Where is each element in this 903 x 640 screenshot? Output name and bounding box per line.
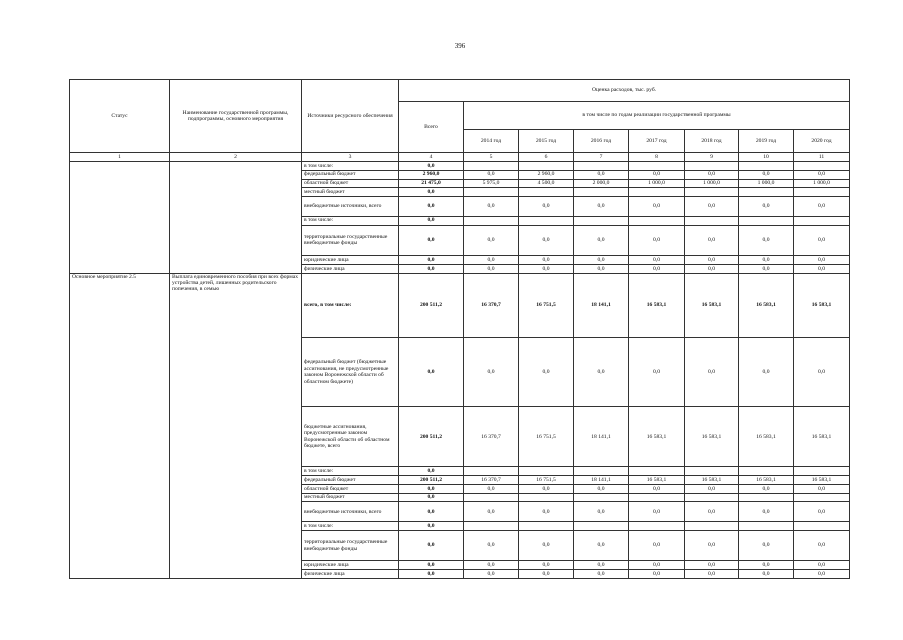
year-value-cell (629, 493, 685, 502)
year-value-cell (794, 522, 850, 531)
year-value-cell: 0,0 (519, 338, 574, 407)
total-cell: 0,0 (399, 467, 464, 476)
year-value-cell: 16 751,5 (519, 407, 574, 467)
year-value-cell (519, 188, 574, 197)
total-cell: 200 511,2 (399, 273, 464, 338)
year-value-cell (794, 467, 850, 476)
year-value-cell: 0,0 (685, 225, 739, 256)
status-cell (70, 162, 170, 274)
year-value-cell: 0,0 (464, 530, 519, 561)
name-cell: Выплата единовременного пособия при всех формах устройства детей, лишенных родительского попечения, в семью (170, 273, 302, 578)
year-value-cell: 0,0 (464, 197, 519, 217)
year-value-cell: 16 583,1 (685, 476, 739, 485)
year-value-cell: 0,0 (574, 264, 629, 273)
year-value-cell: 0,0 (574, 256, 629, 265)
header-year: 2020 год (794, 130, 850, 153)
year-value-cell: 0,0 (685, 256, 739, 265)
year-value-cell: 0,0 (685, 530, 739, 561)
year-value-cell: 0,0 (574, 197, 629, 217)
year-value-cell (685, 467, 739, 476)
year-value-cell: 0,0 (794, 256, 850, 265)
total-cell: 21 475,0 (399, 179, 464, 188)
year-value-cell: 0,0 (739, 502, 794, 522)
year-value-cell (574, 467, 629, 476)
year-value-cell: 0,0 (739, 170, 794, 179)
block2-rows (70, 273, 850, 578)
source-cell: областной бюджет (302, 484, 399, 493)
year-value-cell: 16 583,1 (685, 407, 739, 467)
year-value-cell: 0,0 (464, 338, 519, 407)
source-cell: физические лица (302, 570, 399, 579)
source-cell: бюджетные ассигнования, предусмотренные законом Воронежской области об областном бюджете, всего (302, 407, 399, 467)
source-cell: всего, в том числе: (302, 273, 399, 338)
column-number: 10 (739, 153, 794, 162)
total-cell: 0,0 (399, 522, 464, 531)
year-value-cell: 16 583,1 (739, 407, 794, 467)
year-value-cell: 16 583,1 (629, 476, 685, 485)
year-value-cell: 0,0 (629, 530, 685, 561)
header-status: Статус (70, 80, 170, 153)
year-value-cell: 0,0 (794, 225, 850, 256)
year-value-cell: 0,0 (464, 256, 519, 265)
year-value-cell (685, 522, 739, 531)
column-number: 8 (629, 153, 685, 162)
year-value-cell: 0,0 (519, 570, 574, 579)
year-value-cell: 16 583,1 (739, 476, 794, 485)
page-number: 396 (454, 42, 466, 50)
year-value-cell (685, 493, 739, 502)
source-cell: федеральный бюджет (302, 476, 399, 485)
year-value-cell: 0,0 (794, 530, 850, 561)
column-number: 4 (399, 153, 464, 162)
header-year: 2014 год (464, 130, 519, 153)
column-number: 1 (70, 153, 170, 162)
year-value-cell: 0,0 (629, 502, 685, 522)
year-value-cell: 0,0 (574, 502, 629, 522)
year-value-cell: 0,0 (519, 561, 574, 570)
year-value-cell: 0,0 (574, 561, 629, 570)
column-number: 11 (794, 153, 850, 162)
year-value-cell: 0,0 (464, 225, 519, 256)
header-sources: Источники ресурсного обеспечения (302, 80, 399, 153)
year-value-cell (739, 493, 794, 502)
year-value-cell (794, 493, 850, 502)
year-value-cell: 16 583,1 (794, 407, 850, 467)
year-value-cell: 0,0 (574, 484, 629, 493)
status-cell: Основное мероприятие 2.5 (70, 273, 170, 578)
year-value-cell (794, 162, 850, 171)
year-value-cell (464, 467, 519, 476)
source-cell: юридические лица (302, 561, 399, 570)
year-value-cell: 0,0 (685, 570, 739, 579)
year-value-cell (574, 522, 629, 531)
year-value-cell (629, 188, 685, 197)
year-value-cell (685, 188, 739, 197)
year-value-cell: 0,0 (574, 338, 629, 407)
source-cell: областной бюджет (302, 179, 399, 188)
year-value-cell: 0,0 (629, 256, 685, 265)
year-value-cell: 18 141,1 (574, 407, 629, 467)
year-value-cell: 16 583,1 (794, 476, 850, 485)
year-value-cell (685, 216, 739, 225)
year-value-cell: 0,0 (739, 256, 794, 265)
table-row (70, 273, 850, 338)
name-cell (170, 162, 302, 274)
total-cell: 0,0 (399, 484, 464, 493)
year-value-cell: 0,0 (794, 197, 850, 217)
header-year: 2018 год (685, 130, 739, 153)
year-value-cell: 0,0 (464, 170, 519, 179)
year-value-cell (519, 467, 574, 476)
year-value-cell: 2 000,0 (574, 179, 629, 188)
total-cell: 0,0 (399, 197, 464, 217)
header-year: 2016 год (574, 130, 629, 153)
year-value-cell (685, 162, 739, 171)
source-cell: федеральный бюджет (302, 170, 399, 179)
year-value-cell: 0,0 (629, 338, 685, 407)
year-value-cell (629, 216, 685, 225)
year-value-cell (464, 216, 519, 225)
year-value-cell: 0,0 (739, 484, 794, 493)
year-value-cell (574, 188, 629, 197)
total-cell: 0,0 (399, 188, 464, 197)
year-value-cell (464, 522, 519, 531)
year-value-cell: 0,0 (794, 570, 850, 579)
source-cell: федеральный бюджет (бюджетные ассигнования, не предусмотренные законом Воронежской области об областном бюджете) (302, 338, 399, 407)
source-cell: внебюджетные источники, всего (302, 197, 399, 217)
year-value-cell: 0,0 (685, 170, 739, 179)
year-value-cell: 0,0 (574, 225, 629, 256)
year-value-cell (464, 162, 519, 171)
year-value-cell: 1 000,0 (794, 179, 850, 188)
source-cell: местный бюджет (302, 188, 399, 197)
year-value-cell (519, 493, 574, 502)
year-value-cell (629, 162, 685, 171)
header-year: 2015 год (519, 130, 574, 153)
year-value-cell (794, 188, 850, 197)
header-year: 2019 год (739, 130, 794, 153)
year-value-cell: 0,0 (629, 561, 685, 570)
total-cell: 0,0 (399, 561, 464, 570)
year-value-cell: 0,0 (739, 197, 794, 217)
year-value-cell: 0,0 (574, 170, 629, 179)
header-by-years: в том числе по годам реализации государственной программы (464, 101, 850, 129)
year-value-cell: 0,0 (739, 570, 794, 579)
year-value-cell (629, 522, 685, 531)
year-value-cell: 4 500,0 (519, 179, 574, 188)
year-value-cell: 0,0 (685, 338, 739, 407)
year-value-cell: 0,0 (685, 561, 739, 570)
year-value-cell: 0,0 (794, 264, 850, 273)
year-value-cell: 16 751,5 (519, 476, 574, 485)
year-value-cell: 0,0 (464, 502, 519, 522)
source-cell: физические лица (302, 264, 399, 273)
year-value-cell: 0,0 (464, 264, 519, 273)
total-cell: 0,0 (399, 530, 464, 561)
column-number: 5 (464, 153, 519, 162)
year-value-cell: 0,0 (629, 264, 685, 273)
source-cell: в том числе: (302, 522, 399, 531)
year-value-cell (574, 216, 629, 225)
column-number: 3 (302, 153, 399, 162)
year-value-cell: 16 583,1 (794, 273, 850, 338)
year-value-cell: 16 751,5 (519, 273, 574, 338)
total-cell: 200 511,2 (399, 476, 464, 485)
year-value-cell: 16 370,7 (464, 273, 519, 338)
year-value-cell (739, 522, 794, 531)
header-year: 2017 год (629, 130, 685, 153)
year-value-cell: 0,0 (519, 256, 574, 265)
total-cell: 0,0 (399, 264, 464, 273)
year-value-cell: 0,0 (794, 561, 850, 570)
year-value-cell: 16 583,1 (685, 273, 739, 338)
year-value-cell (794, 216, 850, 225)
year-value-cell: 1 000,0 (629, 179, 685, 188)
year-value-cell: 0,0 (519, 225, 574, 256)
year-value-cell: 0,0 (739, 338, 794, 407)
year-value-cell: 0,0 (794, 502, 850, 522)
year-value-cell: 16 583,1 (739, 273, 794, 338)
year-value-cell (629, 467, 685, 476)
year-value-cell: 0,0 (464, 561, 519, 570)
total-cell: 0,0 (399, 216, 464, 225)
year-value-cell: 16 370,7 (464, 476, 519, 485)
year-value-cell (739, 216, 794, 225)
total-cell: 200 511,2 (399, 407, 464, 467)
source-cell: в том числе: (302, 216, 399, 225)
year-value-cell: 0,0 (739, 561, 794, 570)
header-name: Наименование государственной программы, подпрограммы, основного мероприятия (170, 80, 302, 153)
source-cell: территориальные государственные внебюджетные фонды (302, 225, 399, 256)
year-value-cell (519, 216, 574, 225)
header-total: Всего (399, 101, 464, 152)
total-cell: 2 960,0 (399, 170, 464, 179)
year-value-cell (519, 162, 574, 171)
source-cell: в том числе: (302, 162, 399, 171)
year-value-cell (574, 493, 629, 502)
year-value-cell: 5 975,0 (464, 179, 519, 188)
year-value-cell: 0,0 (794, 170, 850, 179)
year-value-cell: 0,0 (685, 484, 739, 493)
header-estimate: Оценка расходов, тыс. руб. (399, 80, 850, 102)
total-cell: 0,0 (399, 225, 464, 256)
column-number: 9 (685, 153, 739, 162)
year-value-cell: 0,0 (629, 197, 685, 217)
year-value-cell (464, 188, 519, 197)
year-value-cell: 0,0 (685, 197, 739, 217)
year-value-cell: 0,0 (629, 170, 685, 179)
year-value-cell: 0,0 (685, 502, 739, 522)
year-value-cell (519, 522, 574, 531)
column-number: 2 (170, 153, 302, 162)
year-value-cell: 0,0 (519, 530, 574, 561)
year-value-cell: 0,0 (519, 197, 574, 217)
year-value-cell: 0,0 (685, 264, 739, 273)
year-value-cell: 0,0 (574, 570, 629, 579)
year-value-cell: 0,0 (629, 570, 685, 579)
total-cell: 0,0 (399, 493, 464, 502)
year-value-cell: 1 000,0 (685, 179, 739, 188)
year-value-cell: 0,0 (739, 225, 794, 256)
year-value-cell: 1 000,0 (739, 179, 794, 188)
column-number: 7 (574, 153, 629, 162)
year-value-cell: 0,0 (629, 484, 685, 493)
year-value-cell: 0,0 (519, 502, 574, 522)
year-value-cell: 0,0 (739, 264, 794, 273)
source-cell: внебюджетные источники, всего (302, 502, 399, 522)
year-value-cell: 0,0 (629, 225, 685, 256)
total-cell: 0,0 (399, 570, 464, 579)
source-cell: местный бюджет (302, 493, 399, 502)
year-value-cell: 2 960,0 (519, 170, 574, 179)
source-cell: территориальные государственные внебюджетные фонды (302, 530, 399, 561)
block1-rows (70, 162, 850, 274)
year-value-cell: 18 141,1 (574, 476, 629, 485)
year-value-cell (739, 162, 794, 171)
year-value-cell: 16 583,1 (629, 407, 685, 467)
year-value-cell: 0,0 (519, 264, 574, 273)
year-value-cell: 0,0 (794, 484, 850, 493)
year-value-cell (464, 493, 519, 502)
year-value-cell: 0,0 (739, 530, 794, 561)
year-value-cell: 0,0 (464, 484, 519, 493)
year-value-cell (739, 188, 794, 197)
year-value-cell: 0,0 (464, 570, 519, 579)
total-cell: 0,0 (399, 256, 464, 265)
year-value-cell: 0,0 (574, 530, 629, 561)
year-value-cell: 0,0 (794, 338, 850, 407)
year-value-cell (574, 162, 629, 171)
table-row (70, 162, 850, 171)
total-cell: 0,0 (399, 338, 464, 407)
year-value-cell: 16 583,1 (629, 273, 685, 338)
total-cell: 0,0 (399, 162, 464, 171)
year-value-cell: 16 370,7 (464, 407, 519, 467)
year-value-cell (739, 467, 794, 476)
source-cell: в том числе: (302, 467, 399, 476)
budget-table (69, 79, 850, 579)
source-cell: юридические лица (302, 256, 399, 265)
column-number: 6 (519, 153, 574, 162)
year-value-cell: 0,0 (519, 484, 574, 493)
year-value-cell: 18 141,1 (574, 273, 629, 338)
total-cell: 0,0 (399, 502, 464, 522)
